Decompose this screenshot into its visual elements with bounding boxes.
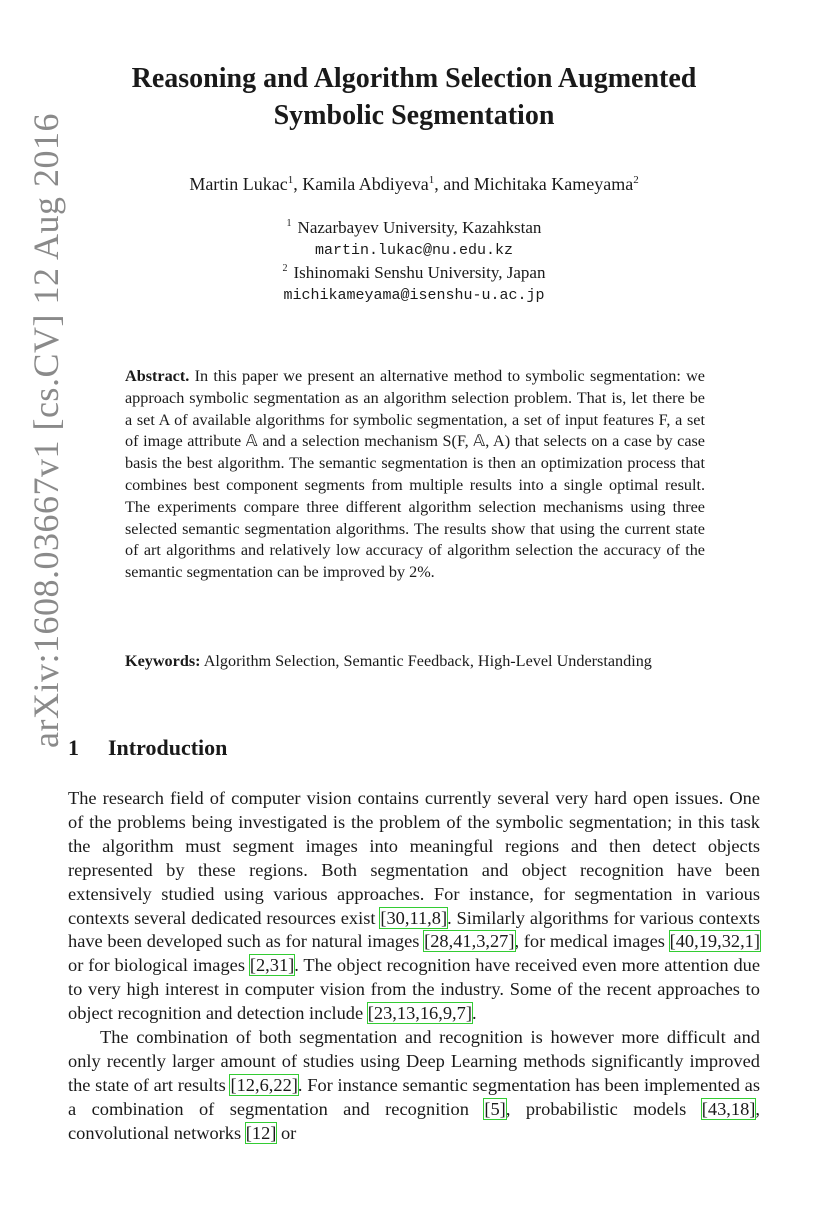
- keywords-label: Keywords:: [125, 652, 201, 670]
- keywords-text: Algorithm Selection, Semantic Feedback, High-Level Understanding: [203, 652, 652, 670]
- author-name: Kamila Abdiyeva: [302, 174, 429, 194]
- citation-link[interactable]: [28,41,3,27]: [424, 931, 515, 952]
- arxiv-identifier: arXiv:1608.03667v1 [cs.CV] 12 Aug 2016: [26, 113, 66, 748]
- author-affiliation-mark: 2: [633, 174, 639, 186]
- title-line-2: Symbolic Segmentation: [273, 100, 555, 131]
- paper-title: [60, 60, 768, 134]
- citation-link[interactable]: [5]: [484, 1098, 506, 1119]
- author-affiliation-mark: 1: [287, 174, 294, 186]
- citation-link[interactable]: [23,13,16,9,7]: [367, 1003, 472, 1024]
- author-list: [60, 174, 768, 195]
- paragraph-text: , convolutional networks: [68, 1098, 761, 1143]
- paragraph-text: , for medical images: [514, 931, 670, 952]
- author-email: michikameyama@isenshu-u.ac.jp: [283, 287, 545, 304]
- citation-link[interactable]: [40,19,32,1]: [669, 931, 761, 952]
- citation-link[interactable]: [30,11,8]: [380, 907, 448, 928]
- citation-link[interactable]: [12,6,22]: [230, 1074, 298, 1095]
- paragraph-text: .: [471, 1003, 477, 1024]
- paragraph-text: The research field of computer vision contains currently several very hard open issues. One of the problems being investigated is the problem of the symbolic segmentation; in this task the algorithm must segment images into meaningful regions and then detect objects represented by these regions. Both segmentation and object recognition have been extensively studied using various approaches. For instance, for segmentation in various contexts several dedicated resources exist: [68, 788, 760, 928]
- title-line-1: Reasoning and Algorithm Selection Augmented: [131, 63, 697, 94]
- abstract: [125, 366, 705, 584]
- abstract-text: In this paper we present an alternative method to symbolic segmentation: we approach symbolic segmentation as an algorithm selection problem. That is, let there be a set A of available algorithms for symbolic segmentation, a set of input features F, a set of image attribute 𝔸 and a selection mechanism S(F, 𝔸, A) that selects on a case by case basis the best algorithm. The semantic segmentation is then an optimization process that combines best component segments from multiple results into a single optimal result. The experiments compare three different algorithm selection mechanisms using three selected semantic segmentation algorithms. The results show that using the current state of art algorithms and relatively low accuracy of algorithm selection the accuracy of the semantic segmentation can be improved by 2%.: [125, 367, 705, 582]
- paragraph: [68, 787, 760, 1026]
- author-affiliation-mark: 1: [428, 174, 435, 186]
- body-text: [68, 787, 760, 1146]
- paragraph-text: . For instance semantic segmentation has been implemented as a combination of segmentation and recognition: [68, 1074, 761, 1119]
- section-number: 1: [68, 735, 79, 760]
- author-separator: ,: [293, 174, 303, 194]
- affiliation-number: 1: [286, 218, 292, 229]
- keywords: [125, 651, 705, 673]
- author-email: martin.lukac@nu.edu.kz: [314, 242, 514, 259]
- paragraph-text: . The object recognition have received even more attention due to very high interest in computer vision from the industry. Some of the recent approaches to object recognition and detection include: [68, 955, 760, 1024]
- citation-link[interactable]: [43,18]: [701, 1098, 756, 1119]
- paragraph-text: or: [276, 1122, 297, 1143]
- paragraph-text: . Similarly algorithms for various contexts have been developed such as for natural images: [68, 907, 760, 952]
- citation-link[interactable]: [2,31]: [249, 955, 295, 976]
- citation-link[interactable]: [12]: [245, 1122, 277, 1143]
- paragraph-text: , probabilistic models: [505, 1098, 702, 1119]
- paragraph-text: or for biological images: [68, 955, 250, 976]
- section-title: Introduction: [108, 735, 228, 760]
- affiliation-name: Ishinomaki Senshu University, Japan: [293, 263, 546, 282]
- author-name: Michitaka Kameyama: [473, 174, 634, 194]
- section-heading: [68, 735, 227, 761]
- author-separator: , and: [434, 174, 474, 194]
- paragraph: [68, 1026, 760, 1146]
- affiliation-2: [60, 263, 768, 283]
- author-name: Martin Lukac: [189, 174, 288, 194]
- affiliation-name: Nazarbayev University, Kazahkstan: [297, 218, 542, 237]
- abstract-label: Abstract.: [125, 367, 190, 385]
- affiliation-number: 2: [282, 263, 288, 274]
- affiliation-1: [60, 218, 768, 238]
- paragraph-text: The combination of both segmentation and recognition is however more difficult and only recently larger amount of studies using Deep Learning methods significantly improved the state of art results: [68, 1027, 760, 1095]
